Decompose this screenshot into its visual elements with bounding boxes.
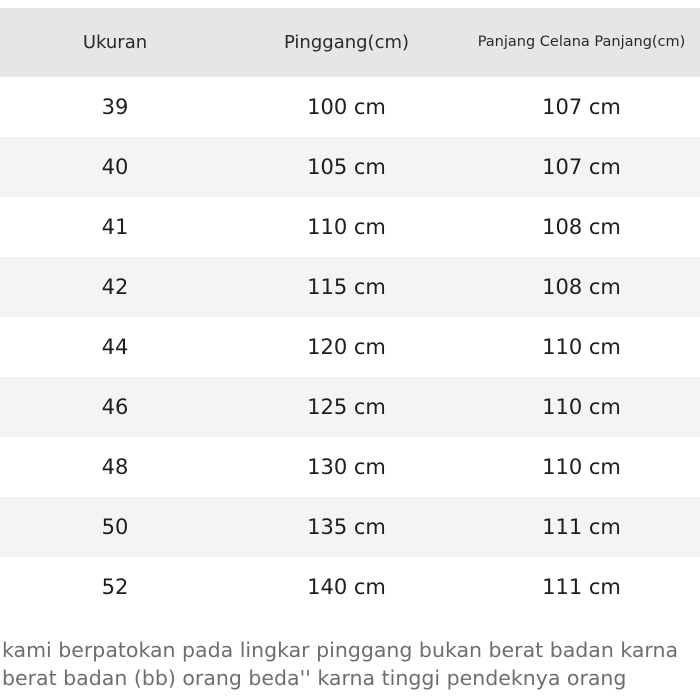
note-line: kami berpatokan pada lingkar pinggang bukan berat badan karna — [2, 638, 679, 662]
cell-pants-length: 107 cm — [542, 94, 621, 119]
cell-pants-length: 111 cm — [542, 574, 621, 599]
cell-waist: 140 cm — [307, 574, 386, 599]
cell-waist: 115 cm — [307, 274, 386, 299]
table-row — [0, 197, 700, 257]
cell-pants-length: 108 cm — [542, 274, 621, 299]
cell-size: 41 — [101, 214, 129, 239]
cell-waist: 130 cm — [307, 454, 386, 479]
table-row — [0, 257, 700, 317]
cell-waist: 125 cm — [307, 394, 386, 419]
size-table — [0, 8, 700, 617]
cell-size: 50 — [101, 514, 129, 539]
table-row — [0, 557, 700, 617]
cell-waist: 135 cm — [307, 514, 386, 539]
cell-pants-length: 110 cm — [542, 334, 621, 359]
cell-pants-length: 108 cm — [542, 214, 621, 239]
cell-size: 40 — [101, 154, 129, 179]
size-note — [2, 636, 700, 692]
cell-pants-length: 111 cm — [542, 514, 621, 539]
cell-size: 42 — [101, 274, 129, 299]
table-row — [0, 137, 700, 197]
cell-size: 39 — [101, 94, 129, 119]
header-waist: Pinggang(cm) — [283, 31, 410, 53]
table-row — [0, 437, 700, 497]
cell-waist: 105 cm — [307, 154, 386, 179]
cell-waist: 100 cm — [307, 94, 386, 119]
cell-waist: 120 cm — [307, 334, 386, 359]
cell-pants-length: 110 cm — [542, 454, 621, 479]
table-row — [0, 317, 700, 377]
table-row — [0, 497, 700, 557]
header-pants-length: Panjang Celana Panjang(cm) — [477, 34, 686, 51]
header-size: Ukuran — [82, 31, 148, 53]
cell-size: 48 — [101, 454, 129, 479]
note-line: berat badan (bb) orang beda'' karna tinggi pendeknya orang — [2, 666, 627, 690]
cell-waist: 110 cm — [307, 214, 386, 239]
cell-size: 52 — [101, 574, 129, 599]
cell-size: 44 — [101, 334, 129, 359]
table-header-row — [0, 8, 700, 77]
cell-size: 46 — [101, 394, 129, 419]
table-row — [0, 77, 700, 137]
table-row — [0, 377, 700, 437]
cell-pants-length: 110 cm — [542, 394, 621, 419]
cell-pants-length: 107 cm — [542, 154, 621, 179]
